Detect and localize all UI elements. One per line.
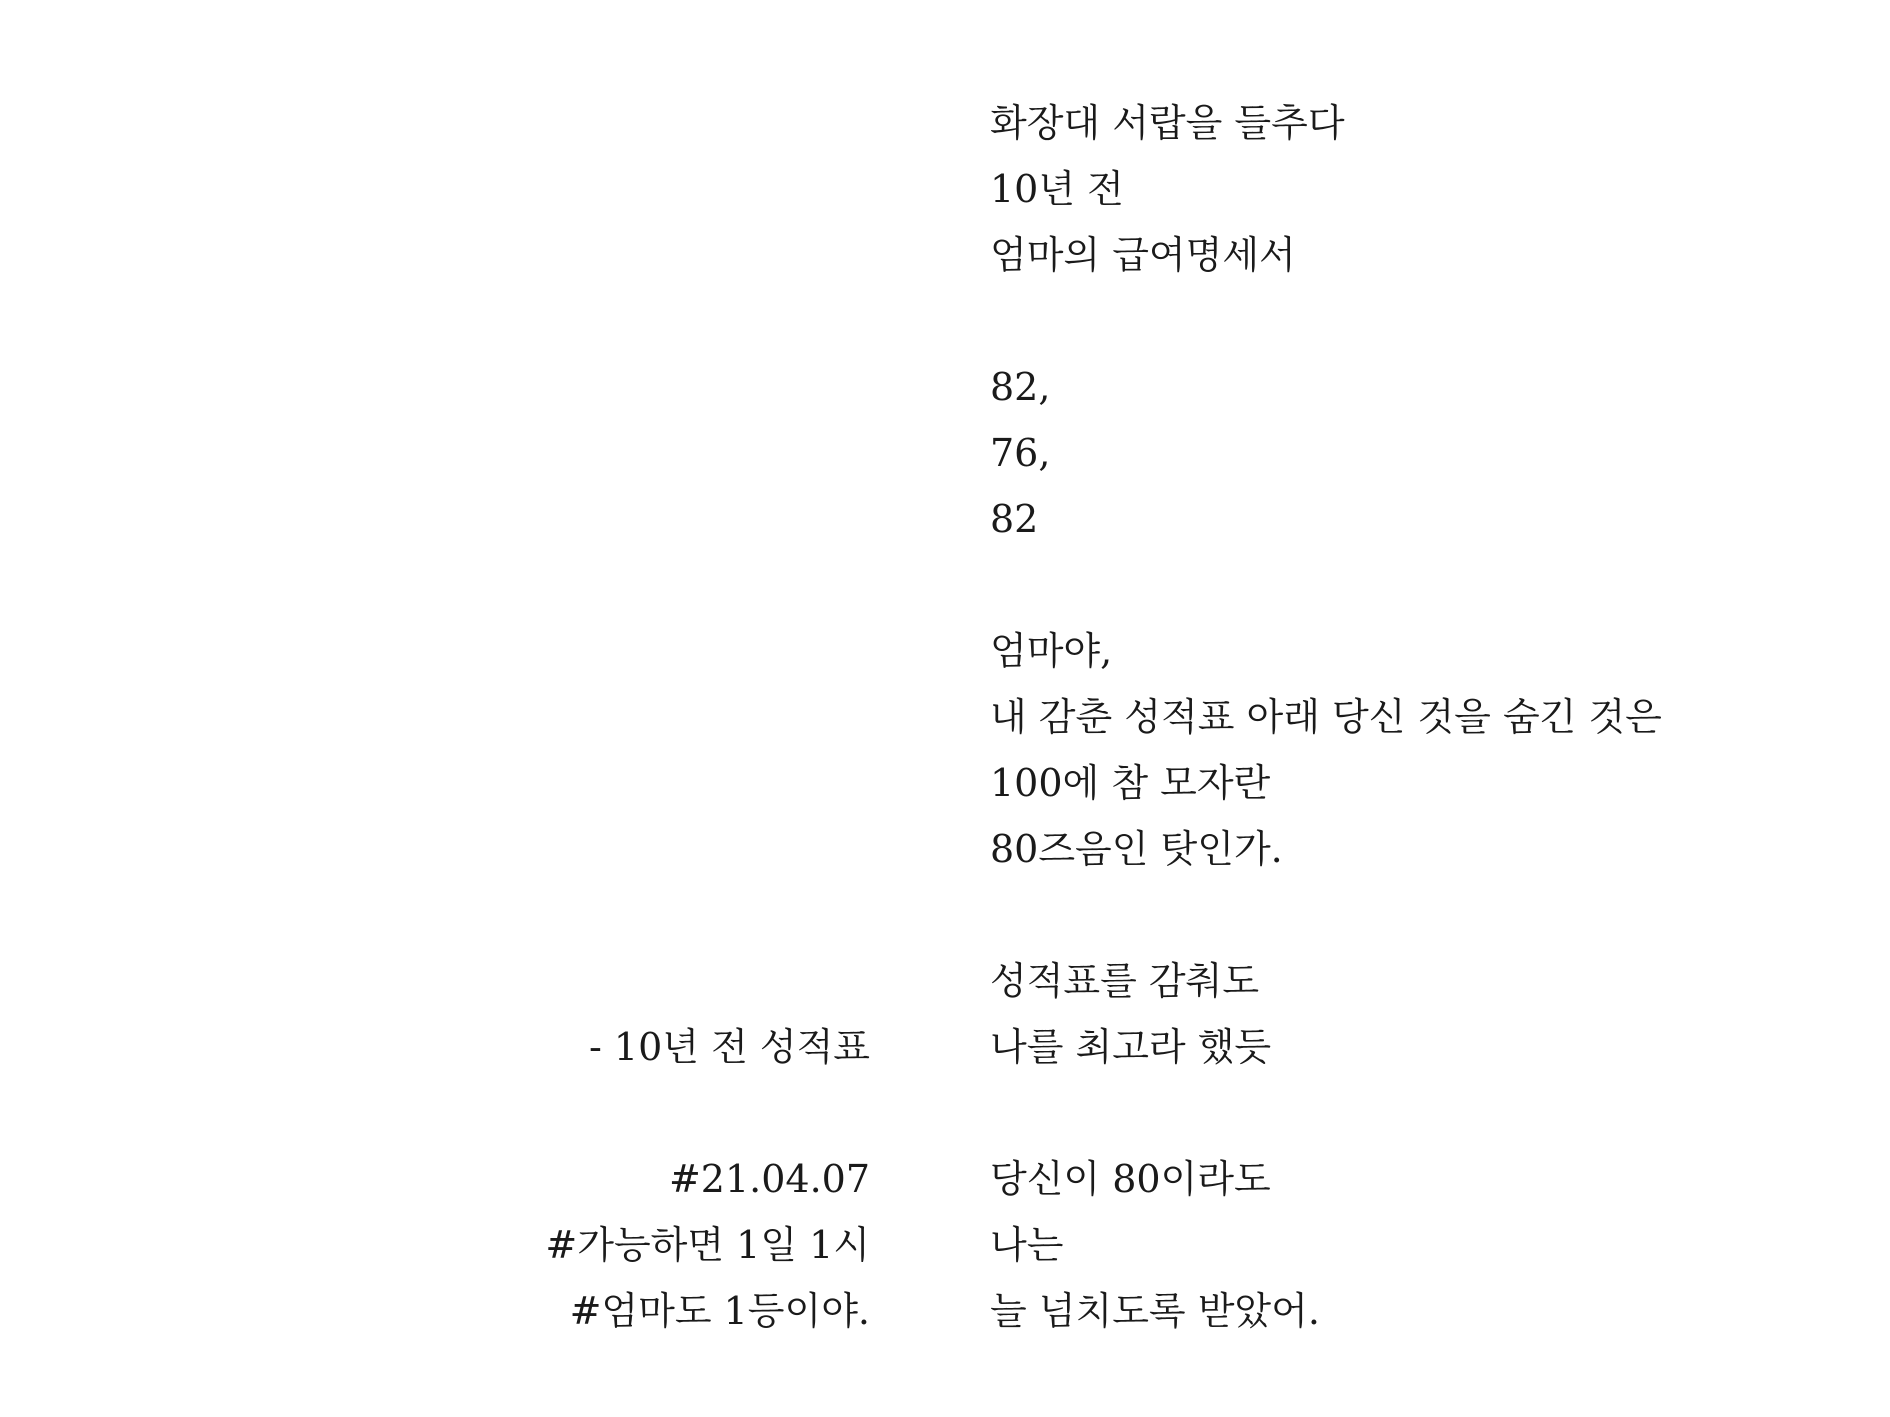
poem-line: 늘 넘치도록 받았어. <box>990 1289 1320 1333</box>
poem-line: 10년 전 <box>990 167 1124 211</box>
poem-line: 80즈음인 탓인가. <box>990 827 1283 871</box>
stanza-gap <box>990 552 1810 618</box>
stanza-3 <box>990 618 1810 882</box>
poem-line: 나를 최고라 했듯 <box>990 1025 1272 1069</box>
poem-line: 76, <box>990 431 1051 475</box>
poem-line: 82 <box>990 497 1039 541</box>
poem-line: 나는 <box>990 1223 1064 1267</box>
stanza-5 <box>990 1146 1810 1344</box>
stanza-gap <box>990 882 1810 948</box>
poem-line: 엄마의 급여명세서 <box>990 233 1296 277</box>
poem-title: - 10년 전 성적표 <box>589 1025 870 1069</box>
stanza-4 <box>990 948 1810 1080</box>
poem-line: 엄마야, <box>990 629 1113 673</box>
poem-line: 당신이 80이라도 <box>990 1157 1271 1201</box>
poem-line: 82, <box>990 365 1051 409</box>
poem-line: 성적표를 감춰도 <box>990 959 1260 1003</box>
stanza-2 <box>990 354 1810 552</box>
stanza-1 <box>990 90 1810 288</box>
poem-body <box>990 90 1810 1344</box>
poem-line: 내 감춘 성적표 아래 당신 것을 숨긴 것은 <box>990 695 1662 739</box>
hashtag-date: #21.04.07 <box>668 1157 870 1201</box>
poem-line: 100에 참 모자란 <box>990 761 1271 805</box>
hashtag-note: #가능하면 1일 1시 <box>545 1223 870 1267</box>
stanza-gap <box>990 288 1810 354</box>
stanza-gap <box>990 1080 1810 1146</box>
poem-line: 화장대 서랍을 들추다 <box>990 101 1345 145</box>
hashtag-mom: #엄마도 1등이야. <box>569 1289 870 1333</box>
